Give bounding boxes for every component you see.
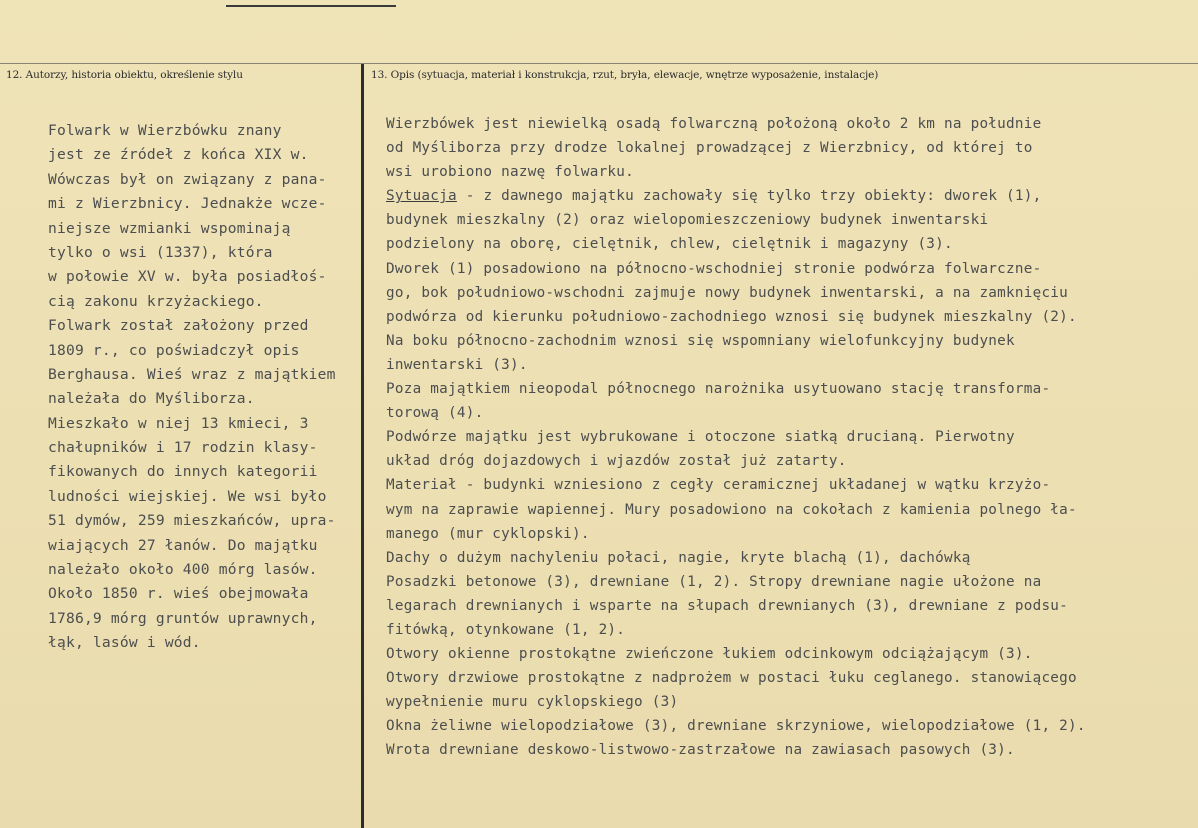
description-line: manego (mur cyklopski). xyxy=(386,525,590,542)
description-line: legarach drewnianych i wsparte na słupach drewnianych (3), drewniane z podsu- xyxy=(386,597,1069,614)
history-line: 1809 r., co poświadczył opis xyxy=(48,341,300,359)
description-line: Okna żeliwne wielopodziałowe (3), drewniane skrzyniowe, wielopodziałowe (1, 2). xyxy=(386,718,1086,735)
history-line: wiających 27 łanów. Do majątku xyxy=(48,536,318,554)
history-line: 51 dymów, 259 mieszkańców, upra- xyxy=(48,512,336,530)
description-line: wsi urobiono nazwę folwarku. xyxy=(386,164,635,181)
history-line: 1786,9 mórg gruntów uprawnych, xyxy=(48,609,318,627)
description-line: Podwórze majątku jest wybrukowane i otoczone siatką drucianą. Pierwotny xyxy=(386,429,1015,446)
description-line: Dachy o dużym nachyleniu połaci, nagie, kryte blachą (1), dachówką xyxy=(386,549,971,566)
description-line: go, bok południowo-wschodni zajmuje nowy budynek inwentarski, a na zamknięciu xyxy=(386,284,1069,301)
description-line: podzielony na oborę, cielętnik, chlew, cielętnik i magazyny (3). xyxy=(386,236,953,253)
description-line: Poza majątkiem nieopodal północnego narożnika usytuowano stację transforma- xyxy=(386,381,1051,398)
description-line: torową (4). xyxy=(386,405,484,422)
history-line: chałupników i 17 rodzin klasy- xyxy=(48,439,318,457)
history-line: Berghausa. Wieś wraz z majątkiem xyxy=(48,365,336,383)
description-line: Materiał - budynki wzniesiono z cegły ceramicznej układanej w wątku krzyżo- xyxy=(386,477,1051,494)
description-line xyxy=(386,184,1186,208)
description-line: fitówką, otynkowane (1, 2). xyxy=(386,621,626,638)
history-line: Folwark został założony przed xyxy=(48,317,309,335)
section-12-header: 12. Autorzy, historia obiektu, określenie stylu xyxy=(6,69,243,81)
sytuacja-text: - z dawnego majątku zachowały się tylko trzy obiekty: dworek (1), xyxy=(456,188,1042,205)
history-line: należała do Myśliborza. xyxy=(48,390,255,408)
history-line: jest ze źródeł z końca XIX w. xyxy=(48,146,309,164)
history-line: Mieszkało w niej 13 kmieci, 3 xyxy=(48,414,309,432)
description-line: wym na zaprawie wapiennej. Mury posadowiono na cokołach z kamienia polnego ła- xyxy=(386,501,1077,518)
history-line: Wówczas był on związany z pana- xyxy=(48,170,327,188)
history-line: łąk, lasów i wód. xyxy=(48,634,201,652)
header-rule xyxy=(0,63,1198,64)
history-line: w połowie XV w. była posiadłoś- xyxy=(48,268,327,286)
history-line: Folwark w Wierzbówku znany xyxy=(48,122,282,139)
history-line: niejsze wzmianki wspominają xyxy=(48,219,291,237)
description-text xyxy=(386,112,1186,763)
top-rule xyxy=(226,5,396,7)
description-line: Na boku północno-zachodnim wznosi się wspomniany wielofunkcyjny budynek xyxy=(386,332,1015,349)
description-line: inwentarski (3). xyxy=(386,356,528,373)
description-line: podwórza od kierunku południowo-zachodniego wznosi się budynek mieszkalny (2). xyxy=(386,308,1077,325)
history-line: mi z Wierzbnicy. Jednakże wcze- xyxy=(48,195,327,213)
description-line: od Myśliborza przy drodze lokalnej prowadzącej z Wierzbnicy, od której to xyxy=(386,140,1033,157)
history-line: Około 1850 r. wieś obejmowała xyxy=(48,585,309,603)
description-line: wypełnienie muru cyklopskiego (3) xyxy=(386,694,679,711)
history-line: cią zakonu krzyżackiego. xyxy=(48,292,264,310)
history-line: tylko o wsi (1337), która xyxy=(48,243,273,261)
section-13-header: 13. Opis (sytuacja, materiał i konstrukcja, rzut, bryła, elewacje, wnętrze wyposażenie, instalacje) xyxy=(371,69,879,81)
description-line: Otwory drzwiowe prostokątne z nadprożem w postaci łuku ceglanego. stanowiącego xyxy=(386,670,1077,687)
description-line: Wrota drewniane deskowo-listwowo-zastrzałowe na zawiasach pasowych (3). xyxy=(386,742,1015,759)
history-line: fikowanych do innych kategorii xyxy=(48,463,318,481)
history-text xyxy=(48,119,360,656)
column-divider xyxy=(361,64,364,828)
history-line: ludności wiejskiej. We wsi było xyxy=(48,487,327,505)
sytuacja-heading: Sytuacja xyxy=(386,188,457,205)
description-line: Posadzki betonowe (3), drewniane (1, 2). Stropy drewniane nagie ułożone na xyxy=(386,573,1042,590)
description-line: układ dróg dojazdowych i wjazdów został już zatarty. xyxy=(386,453,847,470)
description-line: Dworek (1) posadowiono na północno-wschodniej stronie podwórza folwarczne- xyxy=(386,260,1042,277)
description-line: Otwory okienne prostokątne zwieńczone łukiem odcinkowym odciążającym (3). xyxy=(386,646,1033,663)
description-line: budynek mieszkalny (2) oraz wielopomieszczeniowy budynek inwentarski xyxy=(386,212,989,229)
history-line: należało około 400 mórg lasów. xyxy=(48,561,318,579)
description-line: Wierzbówek jest niewielką osadą folwarczną położoną około 2 km na południe xyxy=(386,116,1042,132)
